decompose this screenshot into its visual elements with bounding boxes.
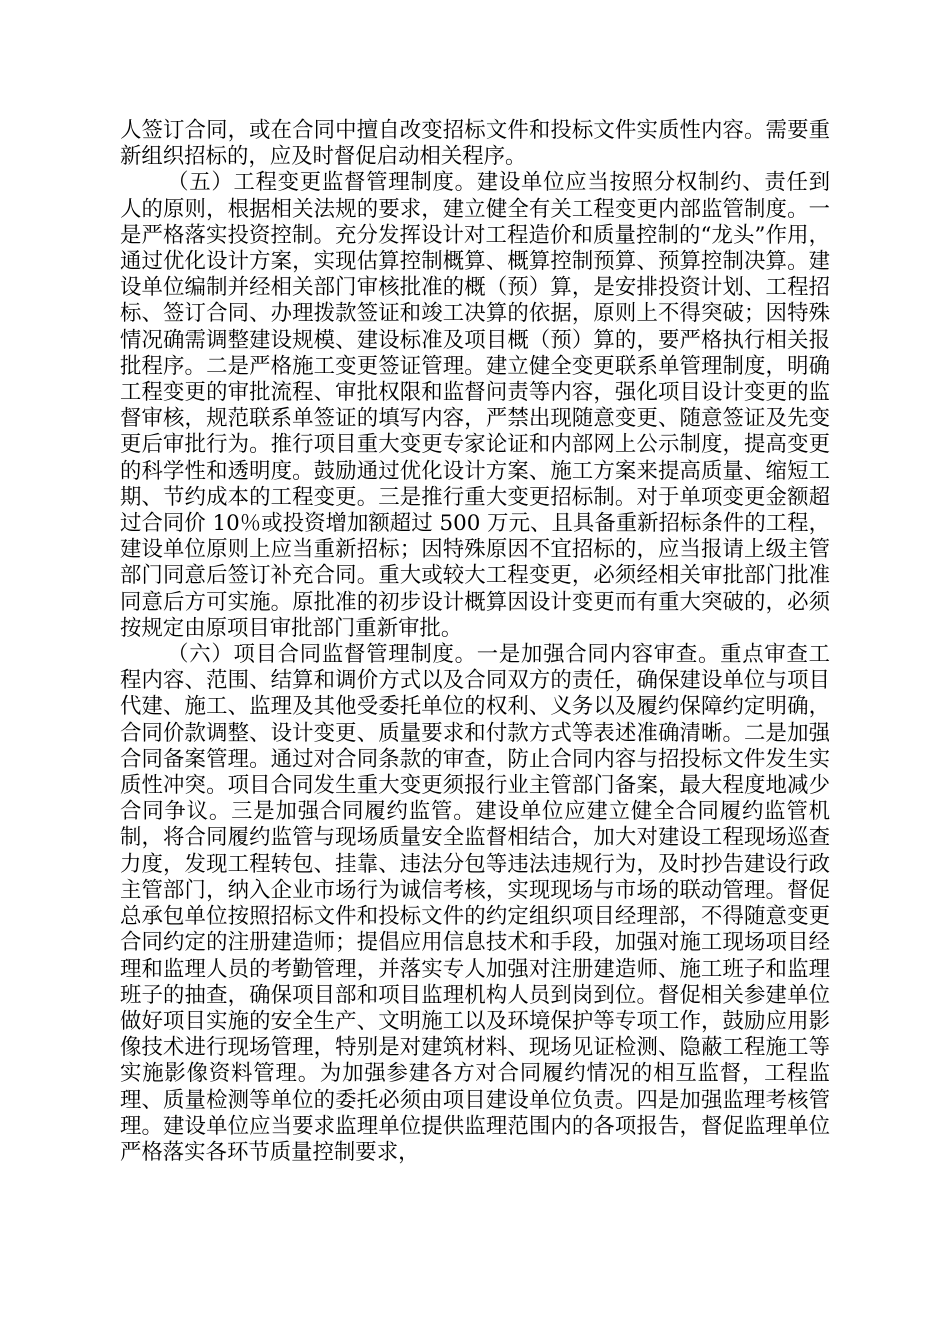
paragraph-contract-supervision: （六）项目合同监督管理制度。一是加强合同内容审查。重点审查工程内容、范围、结算和调价方式以及合同双方的责任，确保建设单位与项目代建、施工、监理及其他受委托单位的权利、义务以及履约保障约定明确，合同价款调整、设计变更、质量要求和付款方式等表述准确清晰。二是加强合同备案管理。通过对合同条款的审查，防止合同内容与招投标文件发生实质性冲突。项目合同发生重大变更须报行业主管部门备案，最大程度地减少合同争议。三是加强合同履约监管。建设单位应建立健全合同履约监管机制，将合同履约监管与现场质量安全监督相结合，加大对建设工程现场巡查力度，发现工程转包、挂靠、违法分包等违法违规行为，及时抄告建设行政主管部门，纳入企业市场行为诚信考核，实现现场与市场的联动管理。督促总承包单位按照招标文件和投标文件的约定组织项目经理部，不得随意变更合同约定的注册建造师；提倡应用信息技术和手段，加强对施工现场项目经理和监理人员的考勤管理，并落实专人加强对注册建造师、施工班子和监理班子的抽查，确保项目部和项目监理机构人员到岗到位。督促相关参建单位做好项目实施的安全生产、文明施工以及环境保护等专项工作，鼓励应用影像技术进行现场管理，特别是对建筑材料、现场见证检测、隐蔽工程施工等实施影像资料管理。为加强参建各方对合同履约情况的相互监督，工程监理、质量检测等单位的委托必须由项目建设单位负责。四是加强监理考核管理。建设单位应当要求监理单位提供监理范围内的各项报告，督促监理单位严格落实各环节质量控制要求， <box>120 642 830 1165</box>
paragraph-continuation: 人签订合同，或在合同中擅自改变招标文件和投标文件实质性内容。需要重新组织招标的，应及时督促启动相关程序。 <box>120 118 830 170</box>
document-page <box>120 118 830 1166</box>
paragraph-engineering-change: （五）工程变更监督管理制度。建设单位应当按照分权制约、责任到人的原则，根据相关法规的要求，建立健全有关工程变更内部监管制度。一是严格落实投资控制。充分发挥设计对工程造价和质量控制的“龙头”作用，通过优化设计方案，实现估算控制概算、概算控制预算、预算控制决算。建设单位编制并经相关部门审核批准的概（预）算，是安排投资计划、工程招标、签订合同、办理拨款签证和竣工决算的依据，原则上不得突破；因特殊情况确需调整建设规模、建设标准及项目概（预）算的，要严格执行相关报批程序。二是严格施工变更签证管理。建立健全变更联系单管理制度，明确工程变更的审批流程、审批权限和监督问责等内容，强化项目设计变更的监督审核，规范联系单签证的填写内容，严禁出现随意变更、随意签证及先变更后审批行为。推行项目重大变更专家论证和内部网上公示制度，提高变更的科学性和透明度。鼓励通过优化设计方案、施工方案来提高质量、缩短工期、节约成本的工程变更。三是推行重大变更招标制。对于单项变更金额超过合同价 10％或投资增加额超过 500 万元、且具备重新招标条件的工程，建设单位原则上应当重新招标；因特殊原因不宜招标的，应当报请上级主管部门同意后签订补充合同。重大或较大工程变更，必须经相关审批部门批准同意后方可实施。原批准的初步设计概算因设计变更而有重大突破的，必须按规定由原项目审批部门重新审批。 <box>120 170 830 641</box>
